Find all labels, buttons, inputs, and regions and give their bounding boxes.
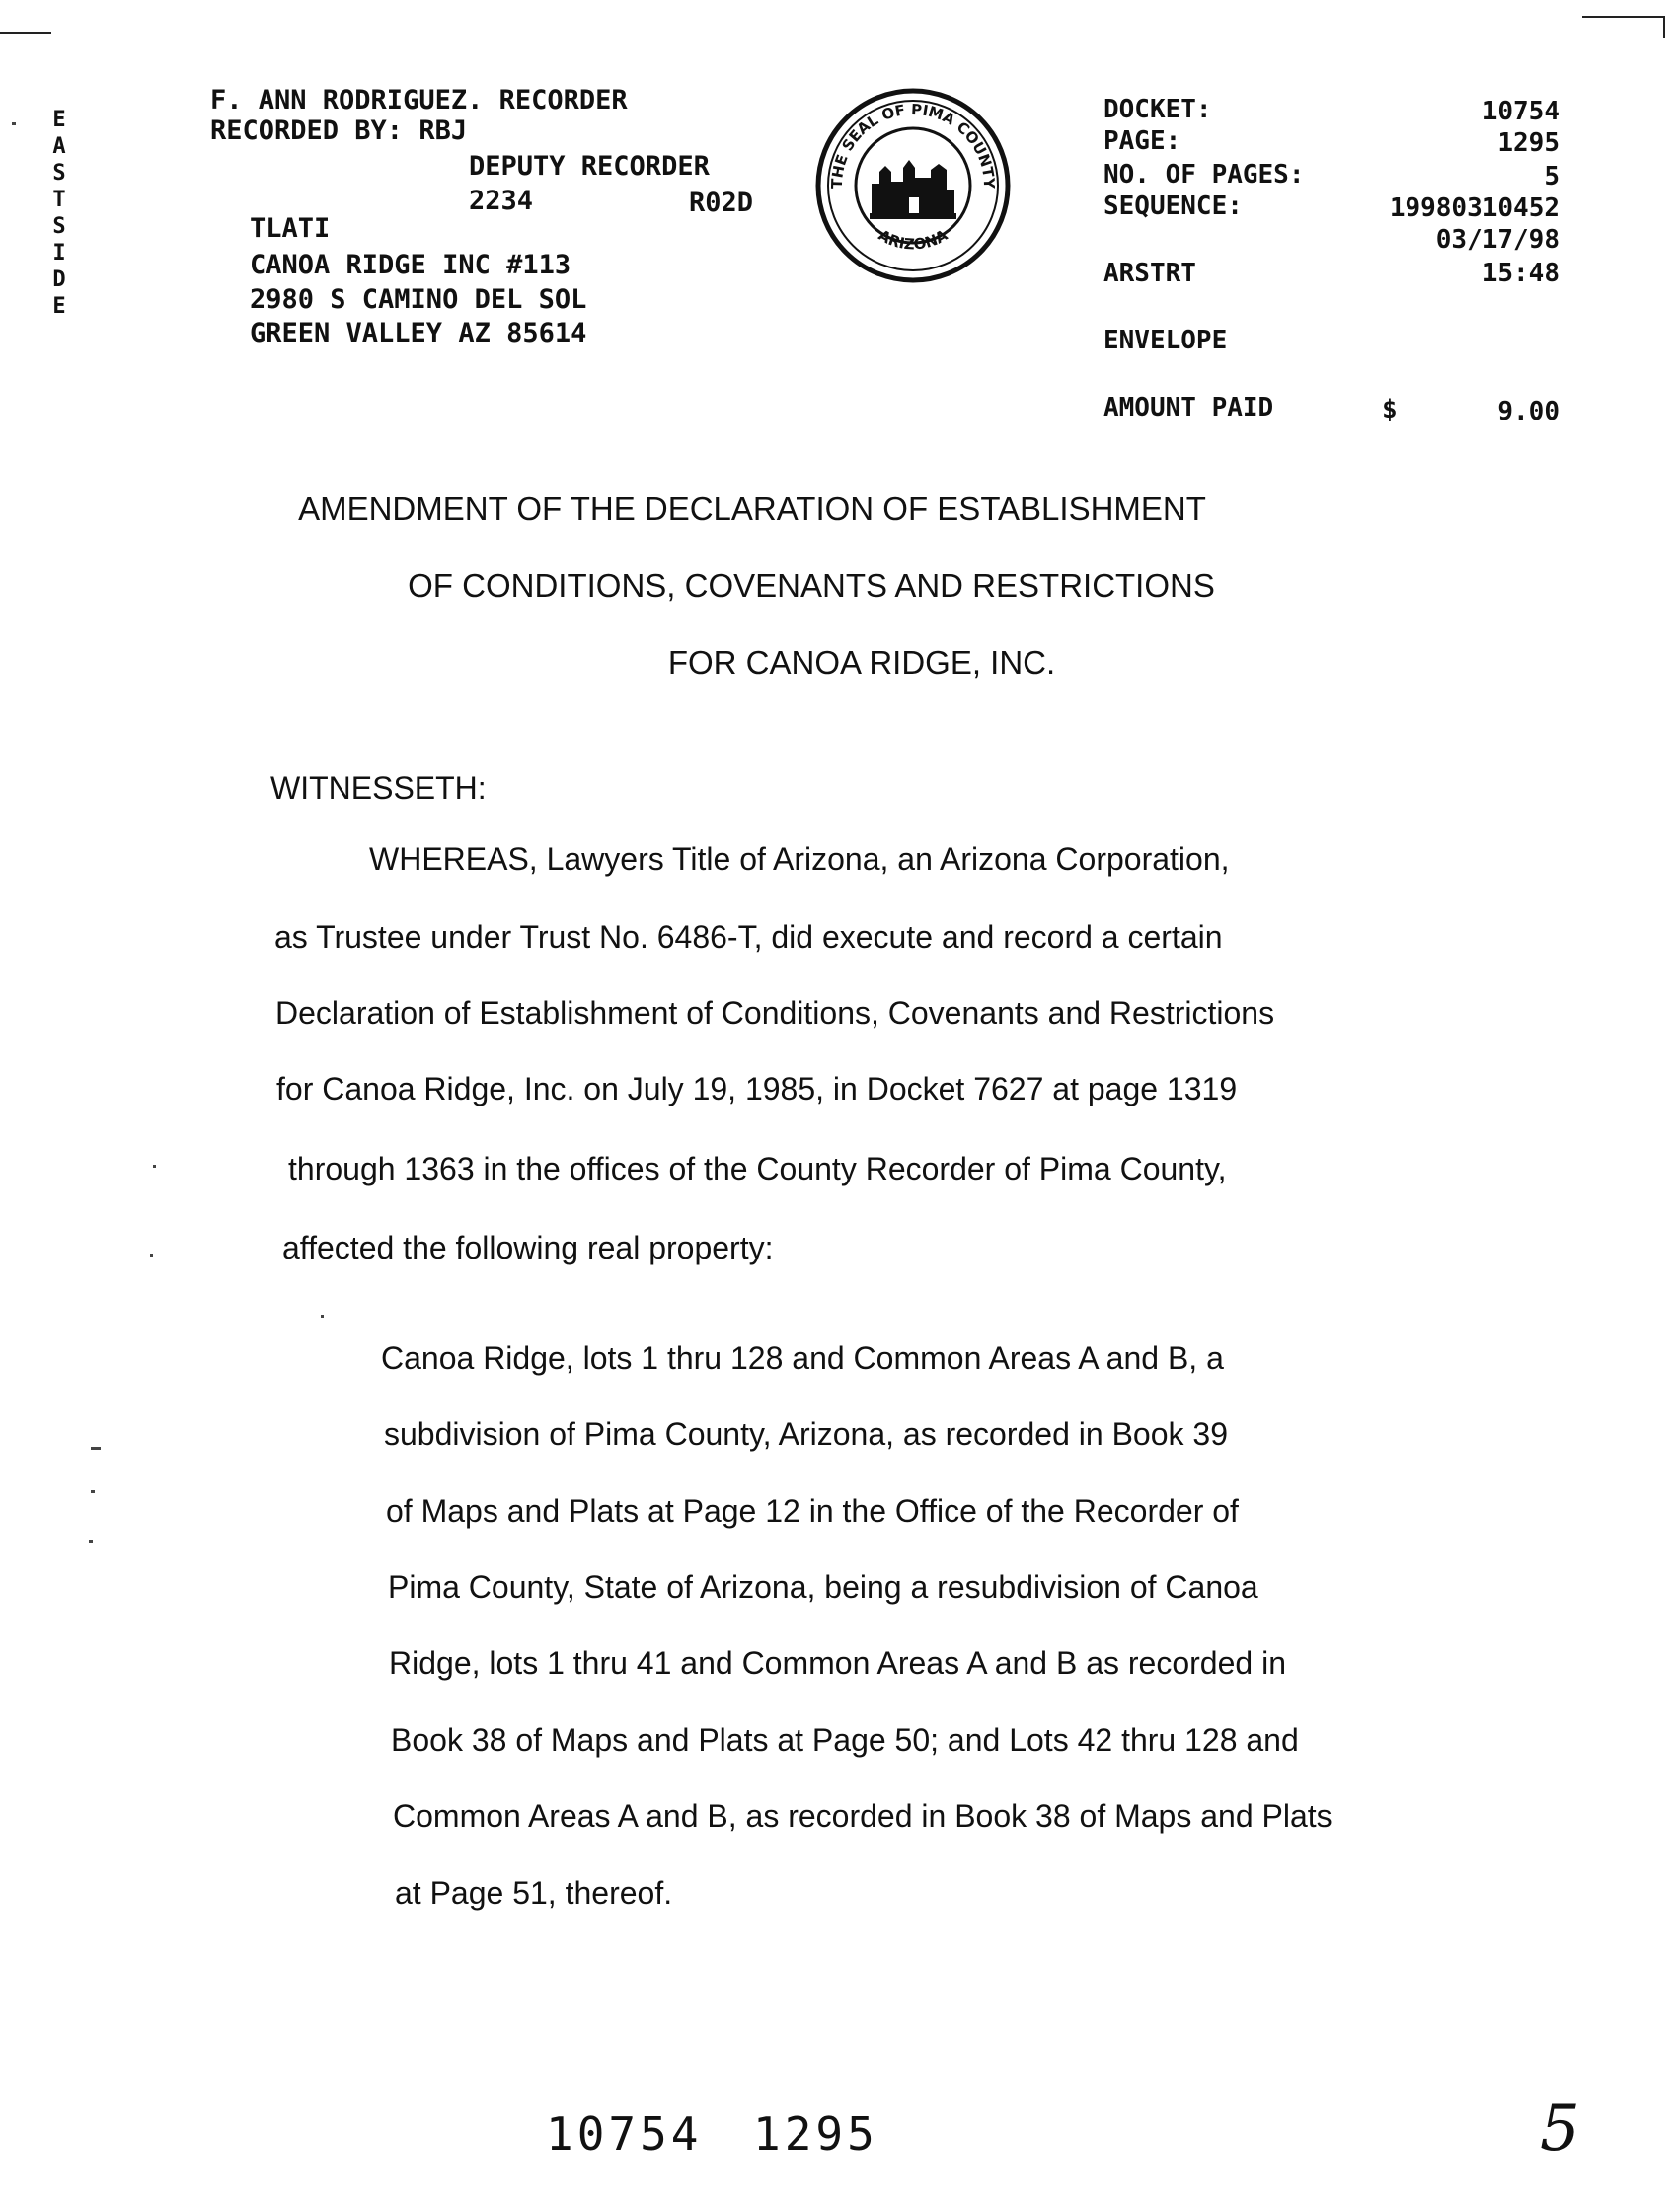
recital-line: Declaration of Establishment of Conditions, Covenants and Restrictions: [275, 995, 1275, 1030]
handwritten-page-mark: 5: [1540, 2093, 1580, 2166]
footer-docket: 10754: [546, 2107, 703, 2161]
witnesseth-heading: WITNESSETH:: [270, 770, 487, 805]
side-letter: S: [52, 214, 66, 239]
page-label: PAGE:: [1103, 126, 1181, 156]
return-city: GREEN VALLEY AZ 85614: [250, 318, 587, 348]
svg-text:ARIZONA: [875, 226, 951, 254]
recital-line: affected the following real property:: [282, 1230, 774, 1265]
side-letter: D: [52, 267, 66, 292]
scan-speck: [91, 1447, 101, 1450]
property-line: at Page 51, thereof.: [395, 1875, 673, 1911]
property-line: Book 38 of Maps and Plats at Page 50; and Lots 42 thru 128 and: [391, 1722, 1299, 1758]
pages-label: NO. OF PAGES:: [1103, 160, 1305, 190]
eastside-label: [47, 107, 71, 320]
scan-speck: [153, 1165, 156, 1168]
scan-speck: [12, 122, 16, 125]
return-street: 2980 S CAMINO DEL SOL: [250, 284, 587, 315]
scan-speck: [150, 1254, 153, 1257]
top-left-mark: [0, 32, 51, 34]
recorded-by: RECORDED BY: RBJ: [210, 115, 468, 146]
side-letter: E: [52, 294, 66, 319]
recital-line: through 1363 in the offices of the County Recorder of Pima County,: [288, 1151, 1227, 1186]
recorder-code-1: 2234: [469, 186, 534, 216]
footer-page: 1295: [753, 2107, 878, 2161]
recital-line: for Canoa Ridge, Inc. on July 19, 1985, in Docket 7627 at page 1319: [276, 1071, 1238, 1106]
pages-value: 5: [1544, 162, 1560, 191]
sequence-label: SEQUENCE:: [1103, 191, 1243, 221]
amount-label: AMOUNT PAID: [1103, 393, 1274, 422]
recital-line: WHEREAS, Lawyers Title of Arizona, an Arizona Corporation,: [369, 841, 1230, 877]
property-line: Pima County, State of Arizona, being a resubdivision of Canoa: [388, 1569, 1258, 1605]
document-title-line-1: AMENDMENT OF THE DECLARATION OF ESTABLISHMENT: [298, 491, 1206, 527]
side-letter: S: [52, 161, 66, 186]
side-letter: T: [52, 188, 66, 212]
property-line: subdivision of Pima County, Arizona, as recorded in Book 39: [384, 1416, 1228, 1452]
seal-lower-text: ARIZONA: [875, 226, 951, 254]
pima-county-seal: [814, 87, 1012, 284]
deputy-recorder: DEPUTY RECORDER: [469, 151, 710, 182]
document-title-line-2: OF CONDITIONS, COVENANTS AND RESTRICTIONS: [408, 568, 1215, 604]
scan-speck: [321, 1315, 324, 1318]
docket-label: DOCKET:: [1103, 95, 1212, 124]
property-line: Ridge, lots 1 thru 41 and Common Areas A and B as recorded in: [389, 1645, 1286, 1681]
record-date: 03/17/98: [1435, 225, 1560, 255]
envelope-label: ENVELOPE: [1103, 326, 1228, 355]
record-time: 15:48: [1482, 259, 1560, 288]
side-letter: I: [52, 241, 66, 266]
return-company: CANOA RIDGE INC #113: [250, 250, 571, 280]
scan-speck: [91, 1490, 95, 1493]
amount-value: 9.00: [1497, 397, 1560, 426]
top-right-mark-tick: [1663, 16, 1665, 38]
recorder-code-2: R02D: [689, 188, 754, 218]
sequence-value: 19980310452: [1389, 193, 1560, 223]
top-right-mark: [1582, 16, 1665, 18]
scan-speck: [89, 1540, 93, 1543]
page-value: 1295: [1497, 128, 1560, 158]
recital-line: as Trustee under Trust No. 6486-T, did execute and record a certain: [274, 919, 1223, 954]
side-letter: A: [52, 134, 66, 159]
document-title-line-3: FOR CANOA RIDGE, INC.: [667, 645, 1056, 681]
seal-upper-text: THE SEAL OF PIMA COUNTY: [827, 100, 999, 190]
docket-value: 10754: [1482, 97, 1560, 126]
property-line: Common Areas A and B, as recorded in Book 38 of Maps and Plats: [393, 1798, 1332, 1834]
amount-symbol: $: [1382, 395, 1398, 424]
arstrt-label: ARSTRT: [1103, 259, 1196, 288]
property-line: of Maps and Plats at Page 12 in the Office of the Recorder of: [386, 1493, 1239, 1529]
recorder-name: F. ANN RODRIGUEZ. RECORDER: [210, 85, 628, 115]
side-letter: E: [52, 108, 66, 132]
property-line: Canoa Ridge, lots 1 thru 128 and Common Areas A and B, a: [381, 1340, 1224, 1376]
return-name: TLATI: [250, 213, 331, 244]
